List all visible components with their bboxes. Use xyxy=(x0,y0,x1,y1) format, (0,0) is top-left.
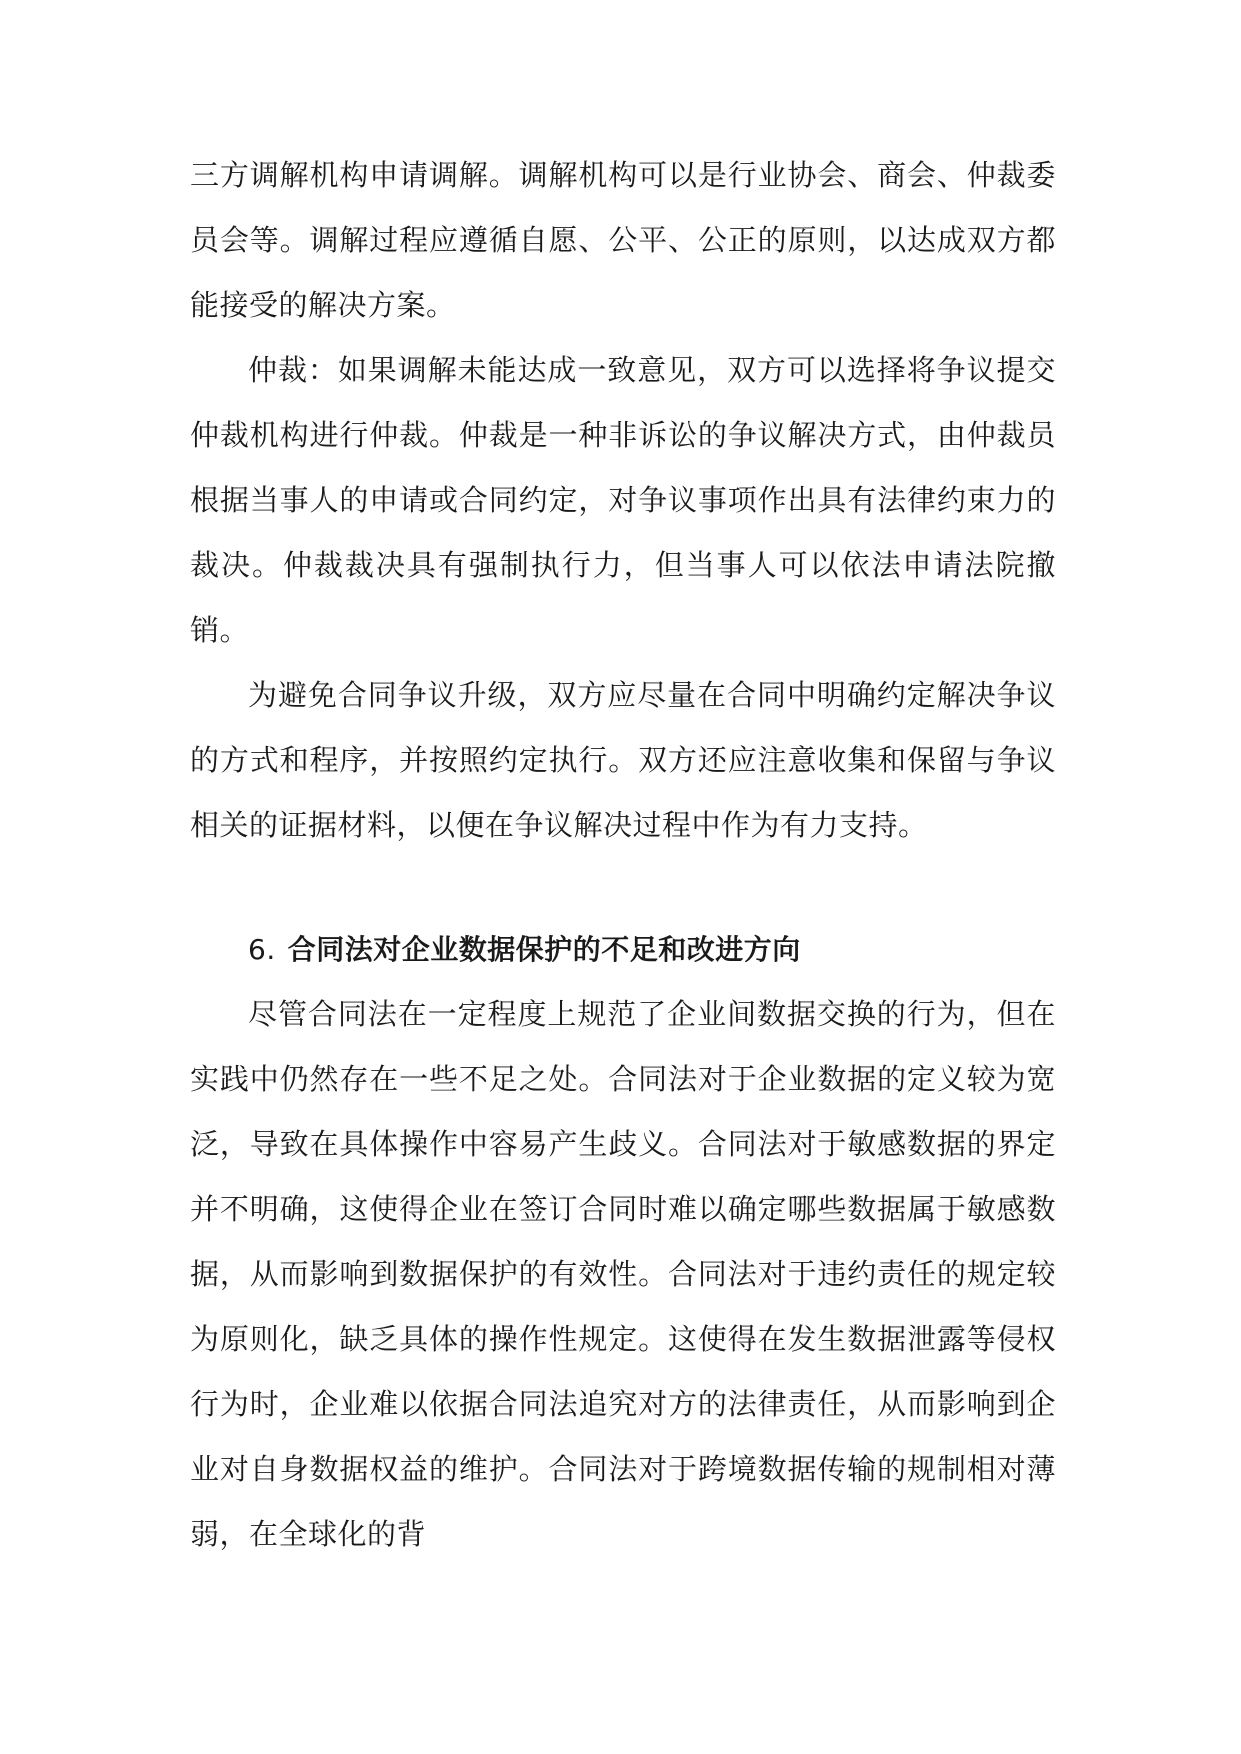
paragraph-arbitration: 仲裁：如果调解未能达成一致意见，双方可以选择将争议提交仲裁机构进行仲裁。仲裁是一种非诉讼的争议解决方式，由仲裁员根据当事人的申请或合同约定，对争议事项作出具有法律约束力的裁决。仲裁裁决具有强制执行力，但当事人可以依法申请法院撤销。 xyxy=(190,353,1056,647)
section-title: 合同法对企业数据保护的不足和改进方向 xyxy=(287,933,801,966)
section-heading xyxy=(190,917,1056,982)
section-number: 6. xyxy=(248,933,276,966)
paragraph-contract-law-shortcomings: 尽管合同法在一定程度上规范了企业间数据交换的行为，但在实践中仍然存在一些不足之处。合同法对于企业数据的定义较为宽泛，导致在具体操作中容易产生歧义。合同法对于敏感数据的界定并不明确，这使得企业在签订合同时难以确定哪些数据属于敏感数据，从而影响到数据保护的有效性。合同法对于违约责任的规定较为原则化，缺乏具体的操作性规定。这使得在发生数据泄露等侵权行为时，企业难以依据合同法追究对方的法律责任，从而影响到企业对自身数据权益的维护。合同法对于跨境数据传输的规制相对薄弱，在全球化的背 xyxy=(190,997,1056,1551)
document-body xyxy=(190,143,1056,1567)
paragraph-mediation-continued: 三方调解机构申请调解。调解机构可以是行业协会、商会、仲裁委员会等。调解过程应遵循自愿、公平、公正的原则，以达成双方都能接受的解决方案。 xyxy=(190,158,1056,322)
paragraph-dispute-avoidance: 为避免合同争议升级，双方应尽量在合同中明确约定解决争议的方式和程序，并按照约定执行。双方还应注意收集和保留与争议相关的证据材料，以便在争议解决过程中作为有力支持。 xyxy=(190,678,1056,842)
